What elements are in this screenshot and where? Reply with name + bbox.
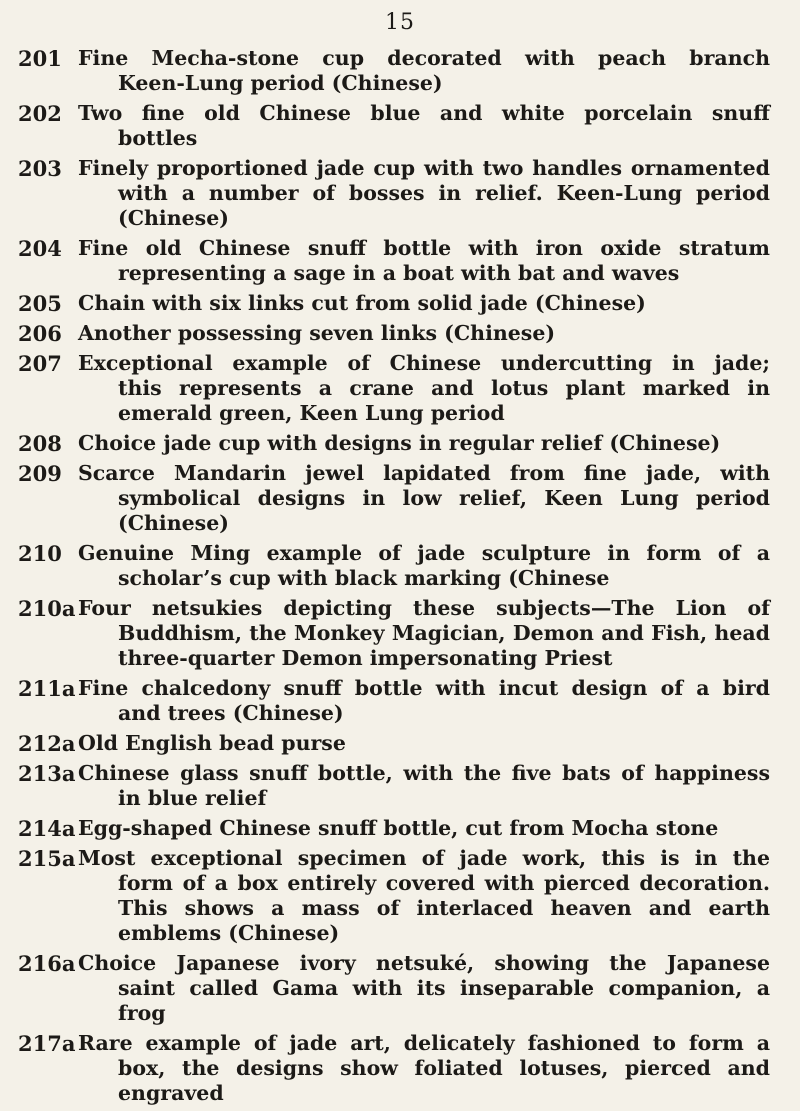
lot-description-continued: form of a box entirely covered with pierced decoration. This shows a mass of interlaced heaven and earth emblems (Chinese) xyxy=(118,871,770,945)
lot-item xyxy=(0,761,800,811)
lot-description: Exceptional example of Chinese undercutting in jade; xyxy=(78,351,770,375)
lot-description: Scarce Mandarin jewel lapidated from fine jade, with xyxy=(78,461,770,485)
lot-item xyxy=(0,46,800,96)
lot-description: Fine chalcedony snuff bottle with incut design of a bird xyxy=(78,676,770,700)
lot-item xyxy=(0,321,800,346)
lot-description: Chinese glass snuff bottle, with the five bats of happiness xyxy=(78,761,770,785)
lot-number: 216a xyxy=(18,951,76,976)
lot-description: Fine old Chinese snuff bottle with iron oxide stratum xyxy=(78,236,770,260)
lot-item xyxy=(0,156,800,231)
lot-number: 202 xyxy=(18,101,62,126)
lot-description-continued: in blue relief xyxy=(118,786,267,810)
lot-number: 210a xyxy=(18,596,76,621)
lot-item xyxy=(0,541,800,591)
lot-number: 205 xyxy=(18,291,62,316)
page-number: 15 xyxy=(385,10,415,35)
lot-number: 203 xyxy=(18,156,62,181)
lot-description: Two fine old Chinese blue and white porcelain snuff xyxy=(78,101,770,125)
lot-description: Four netsukies depicting these subjects—The Lion of xyxy=(78,596,770,620)
lot-item xyxy=(0,676,800,726)
lot-description: Genuine Ming example of jade sculpture in form of a xyxy=(78,541,770,565)
lot-number: 210 xyxy=(18,541,62,566)
lot-description: Choice jade cup with designs in regular relief (Chinese) xyxy=(78,431,721,455)
lot-item xyxy=(0,291,800,316)
lot-description: Chain with six links cut from solid jade (Chinese) xyxy=(78,291,646,315)
lot-description: Choice Japanese ivory netsuké, showing the Japanese xyxy=(78,951,770,975)
lot-number: 204 xyxy=(18,236,62,261)
lot-number: 213a xyxy=(18,761,76,786)
lot-item xyxy=(0,351,800,426)
lot-description-continued: representing a sage in a boat with bat and waves xyxy=(118,261,680,285)
lot-item xyxy=(0,951,800,1026)
lot-item xyxy=(0,731,800,756)
lot-number: 211a xyxy=(18,676,76,701)
lot-description-continued: saint called Gama with its inseparable companion, a frog xyxy=(118,976,770,1025)
lot-description-continued: Buddhism, the Monkey Magician, Demon and Fish, head three-quarter Demon impersonating Priest xyxy=(118,621,770,670)
lot-description: Most exceptional specimen of jade work, this is in the xyxy=(78,846,770,870)
lot-item xyxy=(0,1031,800,1106)
lot-description: Old English bead purse xyxy=(78,731,346,755)
lot-item xyxy=(0,816,800,841)
lot-item xyxy=(0,846,800,946)
lot-number: 208 xyxy=(18,431,62,456)
lot-description: Finely proportioned jade cup with two handles ornamented xyxy=(78,156,770,180)
lot-item xyxy=(0,431,800,456)
lot-item xyxy=(0,596,800,671)
lot-number: 217a xyxy=(18,1031,76,1056)
lot-number: 201 xyxy=(18,46,62,71)
lot-list xyxy=(0,46,800,1111)
lot-description-continued: and trees (Chinese) xyxy=(118,701,344,725)
lot-number: 212a xyxy=(18,731,76,756)
lot-description-continued: with a number of bosses in relief. Keen-Lung period (Chinese) xyxy=(118,181,770,230)
lot-number: 209 xyxy=(18,461,62,486)
lot-number: 207 xyxy=(18,351,62,376)
lot-description: Egg-shaped Chinese snuff bottle, cut from Mocha stone xyxy=(78,816,719,840)
lot-description-continued: bottles xyxy=(118,126,198,150)
lot-item xyxy=(0,101,800,151)
lot-description-continued: scholar’s cup with black marking (Chinese xyxy=(118,566,610,590)
lot-description-continued: Keen-Lung period (Chinese) xyxy=(118,71,443,95)
lot-description: Fine Mecha-stone cup decorated with peach branch xyxy=(78,46,770,70)
lot-description: Rare example of jade art, delicately fashioned to form a xyxy=(78,1031,770,1055)
lot-number: 206 xyxy=(18,321,62,346)
lot-item xyxy=(0,236,800,286)
lot-description-continued: box, the designs show foliated lotuses, pierced and engraved xyxy=(118,1056,770,1105)
lot-description-continued: symbolical designs in low relief, Keen Lung period (Chinese) xyxy=(118,486,770,535)
lot-description: Another possessing seven links (Chinese) xyxy=(78,321,556,345)
lot-item xyxy=(0,461,800,536)
lot-number: 214a xyxy=(18,816,76,841)
lot-number: 215a xyxy=(18,846,76,871)
lot-description-continued: this represents a crane and lotus plant marked in emerald green, Keen Lung period xyxy=(118,376,770,425)
